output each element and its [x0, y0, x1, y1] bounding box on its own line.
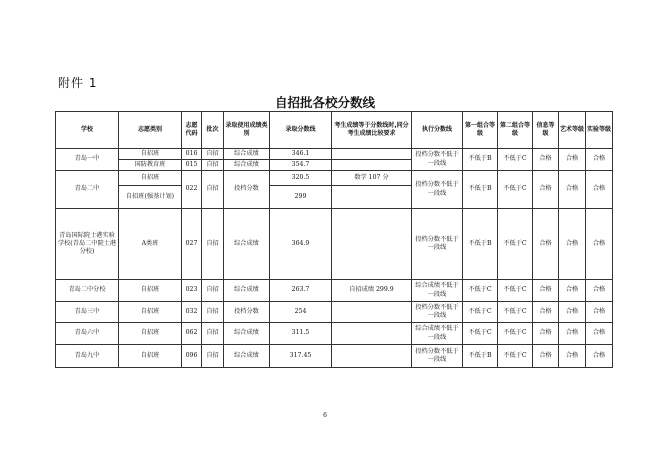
- exec-line-cell: 投档分数不低于一段线: [412, 302, 463, 323]
- category-cell: 自招班: [119, 280, 182, 302]
- category-cell: 自招班(强基计划): [119, 186, 182, 209]
- score-type-cell: 投档分数: [224, 302, 270, 323]
- score-type-cell: 综合成绩: [224, 149, 270, 160]
- exp-cell: 合格: [586, 149, 613, 171]
- score-type-cell: 综合成绩: [224, 160, 270, 171]
- tie-rule-cell: 数学 107 分: [332, 171, 412, 186]
- art-cell: 合格: [559, 149, 586, 171]
- category-cell: 自招班: [119, 171, 182, 186]
- header-row: [56, 112, 613, 149]
- group2-cell: 不低于C: [498, 323, 533, 345]
- code-cell: 096: [182, 345, 202, 368]
- header-exec-line: 执行分数线: [412, 112, 463, 149]
- exec-line-cell: 综合成绩不低于一段线: [412, 323, 463, 345]
- school-cell: 青岛六中: [56, 323, 119, 345]
- school-cell: 青岛九中: [56, 345, 119, 368]
- header-batch: 批次: [202, 112, 224, 149]
- exp-cell: 合格: [586, 209, 613, 280]
- info-cell: 合格: [533, 149, 559, 171]
- exp-cell: 合格: [586, 323, 613, 345]
- code-cell: 023: [182, 280, 202, 302]
- group2-cell: 不低于C: [498, 280, 533, 302]
- tie-rule-cell: [332, 149, 412, 160]
- cutoff-cell: 364.9: [270, 209, 332, 280]
- category-cell: 自招班: [119, 149, 182, 160]
- exp-cell: 合格: [586, 171, 613, 209]
- exec-line-cell: 投档分数不低于一段线: [412, 209, 463, 280]
- cutoff-cell: 311.5: [270, 323, 332, 345]
- batch-cell: 自招: [202, 209, 224, 280]
- cutoff-cell: 346.1: [270, 149, 332, 160]
- info-cell: 合格: [533, 302, 559, 323]
- code-cell: 032: [182, 302, 202, 323]
- tie-rule-cell: [332, 323, 412, 345]
- code-cell: 015: [182, 160, 202, 171]
- group2-cell: 不低于C: [498, 171, 533, 209]
- table-row: [56, 209, 613, 280]
- school-cell: 青岛二中: [56, 171, 119, 209]
- header-cutoff: 录取分数线: [270, 112, 332, 149]
- batch-cell: 自招: [202, 323, 224, 345]
- info-cell: 合格: [533, 323, 559, 345]
- group2-cell: 不低于C: [498, 302, 533, 323]
- page-title: 自招批各校分数线: [274, 95, 375, 110]
- header-school: 学校: [56, 112, 119, 149]
- batch-cell: 自招: [202, 280, 224, 302]
- category-cell: 自招班: [119, 323, 182, 345]
- cutoff-cell: 354.7: [270, 160, 332, 171]
- table-row: [56, 149, 613, 160]
- school-cell: 青岛三中: [56, 302, 119, 323]
- group2-cell: 不低于C: [498, 345, 533, 368]
- header-group1: 第一组合等级: [463, 112, 498, 149]
- school-cell: 青岛国际院士港实验学校(青岛二中院士港分校): [56, 209, 119, 280]
- score-type-cell: 综合成绩: [224, 280, 270, 302]
- batch-cell: 自招: [202, 302, 224, 323]
- tie-rule-cell: [332, 209, 412, 280]
- info-cell: 合格: [533, 171, 559, 209]
- exp-cell: 合格: [586, 345, 613, 368]
- table-row: [56, 280, 613, 302]
- exec-line-cell: 综合成绩不低于一段线: [412, 280, 463, 302]
- score-table: [55, 111, 613, 368]
- category-cell: 自招班: [119, 345, 182, 368]
- header-score-type: 录取使用成绩类别: [224, 112, 270, 149]
- batch-cell: 自招: [202, 160, 224, 171]
- exp-cell: 合格: [586, 302, 613, 323]
- info-cell: 合格: [533, 345, 559, 368]
- cutoff-cell: 299: [270, 186, 332, 209]
- group1-cell: 不低于B: [463, 209, 498, 280]
- art-cell: 合格: [559, 171, 586, 209]
- info-cell: 合格: [533, 280, 559, 302]
- score-type-cell: 综合成绩: [224, 323, 270, 345]
- attachment-label: 附件 1: [58, 76, 98, 90]
- cutoff-cell: 254: [270, 302, 332, 323]
- header-tie-rule: 考生成绩等于分数线时,同分考生成绩比较要求: [332, 112, 412, 149]
- group1-cell: 不低于C: [463, 280, 498, 302]
- table-row: [56, 323, 613, 345]
- header-code: 志愿代码: [182, 112, 202, 149]
- tie-rule-cell: [332, 186, 412, 209]
- school-cell: 青岛二中分校: [56, 280, 119, 302]
- group1-cell: 不低于C: [463, 323, 498, 345]
- table-row: [56, 302, 613, 323]
- category-cell: 国防教育班: [119, 160, 182, 171]
- header-category: 志愿类别: [119, 112, 182, 149]
- exec-line-cell: 投档分数不低于一段线: [412, 149, 463, 171]
- info-cell: 合格: [533, 209, 559, 280]
- group1-cell: 不低于C: [463, 302, 498, 323]
- group1-cell: 不低于B: [463, 345, 498, 368]
- exec-line-cell: 投档分数不低于一段线: [412, 171, 463, 209]
- score-type-cell: 综合成绩: [224, 209, 270, 280]
- cutoff-cell: 263.7: [270, 280, 332, 302]
- tie-rule-cell: 自招成绩 299.9: [332, 280, 412, 302]
- code-cell: 022: [182, 171, 202, 209]
- page-number: 6: [323, 412, 327, 419]
- group2-cell: 不低于C: [498, 149, 533, 171]
- exp-cell: 合格: [586, 280, 613, 302]
- art-cell: 合格: [559, 302, 586, 323]
- category-cell: 自招班: [119, 302, 182, 323]
- cutoff-cell: 317.45: [270, 345, 332, 368]
- batch-cell: 自招: [202, 345, 224, 368]
- tie-rule-cell: [332, 345, 412, 368]
- code-cell: 027: [182, 209, 202, 280]
- score-type-cell: 综合成绩: [224, 345, 270, 368]
- art-cell: 合格: [559, 345, 586, 368]
- header-art: 艺术等级: [559, 112, 586, 149]
- code-cell: 062: [182, 323, 202, 345]
- table-row: [56, 171, 613, 186]
- art-cell: 合格: [559, 209, 586, 280]
- table-row: [56, 345, 613, 368]
- tie-rule-cell: [332, 160, 412, 171]
- header-info: 信息等级: [533, 112, 559, 149]
- batch-cell: 自招: [202, 171, 224, 209]
- art-cell: 合格: [559, 280, 586, 302]
- tie-rule-cell: [332, 302, 412, 323]
- header-exp: 实验等级: [586, 112, 613, 149]
- group2-cell: 不低于C: [498, 209, 533, 280]
- code-cell: 016: [182, 149, 202, 160]
- art-cell: 合格: [559, 323, 586, 345]
- exec-line-cell: 投档分数不低于一段线: [412, 345, 463, 368]
- score-type-cell: 投档分数: [224, 171, 270, 209]
- cutoff-cell: 320.5: [270, 171, 332, 186]
- school-cell: 青岛一中: [56, 149, 119, 171]
- category-cell: A类班: [119, 209, 182, 280]
- header-group2: 第二组合等级: [498, 112, 533, 149]
- group1-cell: 不低于B: [463, 149, 498, 171]
- group1-cell: 不低于B: [463, 171, 498, 209]
- batch-cell: 自招: [202, 149, 224, 160]
